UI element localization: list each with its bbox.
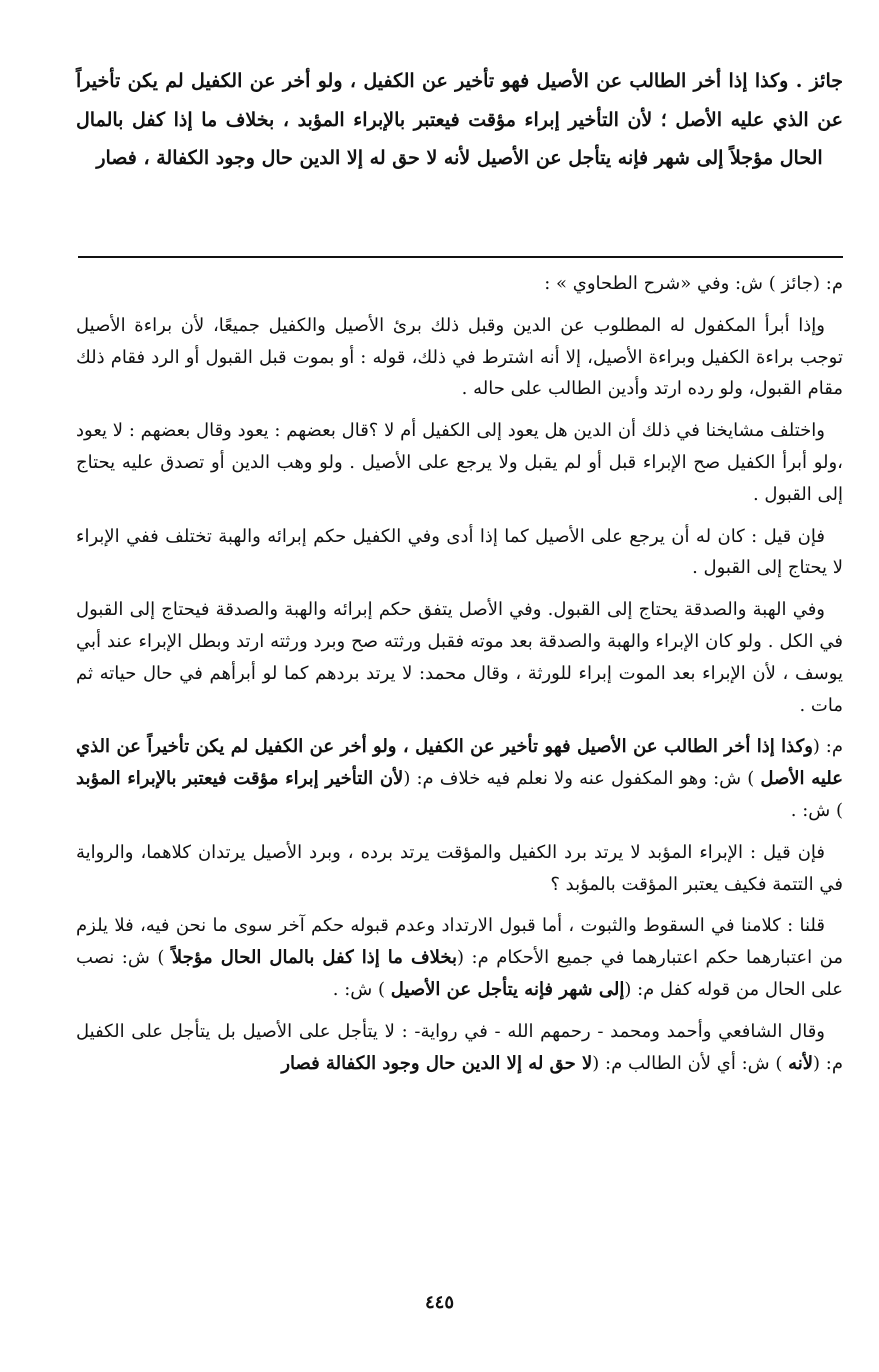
paragraph-text: وإذا أبرأ المكفول له المطلوب عن الدين وقبل ذلك برئ الأصيل والكفيل جميعًا، لأن براءة الأصيل توجب براءة الكفيل وبراءة الأصيل، إلا أنه اشترط في ذلك، قوله : أو بموت قبل القبول أو الرد فقام ذلك مقام القبول، ولو رده ارتد وأدين الطالب على حاله . (76, 314, 843, 400)
commentary-paragraph-5 (76, 594, 843, 721)
commentary-paragraph-1 (76, 268, 843, 300)
paragraph-text: فإن قيل : كان له أن يرجع على الأصيل كما إذا أدى وفي الكفيل حكم إبرائه والهبة تختلف ففي الإبراء لا يحتاج إلى القبول . (76, 525, 843, 579)
commentary-paragraph-7 (76, 837, 843, 901)
matn-quote: لأن التأخير إبراء مؤقت فيعتبر بالإبراء المؤبد (76, 768, 404, 790)
matn-quote: بخلاف ما إذا كفل بالمال الحال مؤجلاً (171, 947, 457, 969)
paragraph-text: م: ( (812, 736, 843, 758)
paragraph-text: قلنا : كلامنا في السقوط والثبوت ، أما قبول الارتداد وعدم قبوله حكم آخر سوى ما نحن فيه، فلا يلزم من اعتبارهما حكم اعتبارهما في جميع الأحكام م: ( (76, 915, 843, 969)
commentary-paragraph-2 (76, 310, 843, 405)
paragraph-text: واختلف مشايخنا في ذلك أن الدين هل يعود إلى الكفيل أم لا ؟قال بعضهم : يعود وقال بعضهم : لا يعود ،ولو أبرأ الكفيل صح الإبراء قبل أو لم يقبل ولا يرجع على الأصيل . ولو وهب الدين أو تصدق عليه يحتاج إلى القبول . (76, 420, 843, 505)
paragraph-text: ) ش: وهو المكفول عنه ولا نعلم فيه خلاف م: ( (403, 768, 761, 790)
matn-quote: وكذا إذا أخر الطالب عن الأصيل فهو تأخير عن الكفيل ، ولو أخر عن الكفيل لم يكن تأخيراً عن الذي عليه الأصل (76, 736, 844, 790)
paragraph-text: م: (جائز ) ش: وفي «شرح الطحاوي » : (544, 273, 843, 294)
commentary-paragraph-8 (76, 910, 843, 1005)
paragraph-text: فإن قيل : الإبراء المؤبد لا يرتد برد الكفيل والمؤقت يرتد برده ، وبرد الأصيل يرتدان كلاهما، والرواية في التتمة فكيف يعتبر المؤقت بالمؤبد ؟ (76, 841, 843, 895)
commentary-paragraph-4 (76, 521, 843, 585)
paragraph-text: وفي الهبة والصدقة يحتاج إلى القبول. وفي الأصل يتفق حكم إبرائه والهبة والصدقة فيحتاج إلى القبول في الكل . ولو كان الإبراء والهبة والصدقة بعد موته فقبل ورثته صح وبرد ورثته ارتد وبطل الإبراء عند أبي يوسف ، لأن الإبراء بعد الموت إبراء للورثة ، وقال محمد: لا يرتد بردهم كما لو أبرأهم في حال حياته ثم مات . (76, 599, 843, 716)
page-number: ٤٤٥ (424, 1292, 454, 1313)
paragraph-text: ) ش: نصب على الحال من قوله كفل م: ( (76, 947, 843, 1000)
commentary-paragraph-6 (76, 731, 843, 826)
matn-quote: لأنه (788, 1052, 814, 1074)
commentary (76, 268, 843, 1089)
paragraph-text: ) ش: أي لأن الطالب م: ( (592, 1052, 789, 1074)
paragraph-text: وقال الشافعي وأحمد ومحمد - رحمهم الله - في رواية- : لا يتأجل على الأصيل بل يتأجل على الكفيل م: ( (76, 1020, 843, 1074)
commentary-paragraph-9 (76, 1016, 843, 1080)
matn-text: جائز . وكذا إذا أخر الطالب عن الأصيل فهو تأخير عن الكفيل ، ولو أخر عن الكفيل لم يكن تأخيراً عن الذي عليه الأصل ؛ لأن التأخير إبراء مؤقت فيعتبر بالإبراء المؤبد ، بخلاف ما إذا كفل بالمال الحال مؤجلاً إلى شهر فإنه يتأجل عن الأصيل لأنه لا حق له إلا الدين حال وجود الكفالة ، فصار (76, 70, 843, 169)
commentary-paragraph-3 (76, 415, 843, 510)
paragraph-text: ) ش: . (790, 799, 843, 821)
paragraph-text: ) ش: . (332, 978, 391, 1000)
matn-quote: لا حق له إلا الدين حال وجود الكفالة فصار (281, 1052, 593, 1074)
matn-quote: إلى شهر فإنه يتأجل عن الأصيل (390, 978, 625, 1000)
separator-rule (78, 256, 843, 258)
